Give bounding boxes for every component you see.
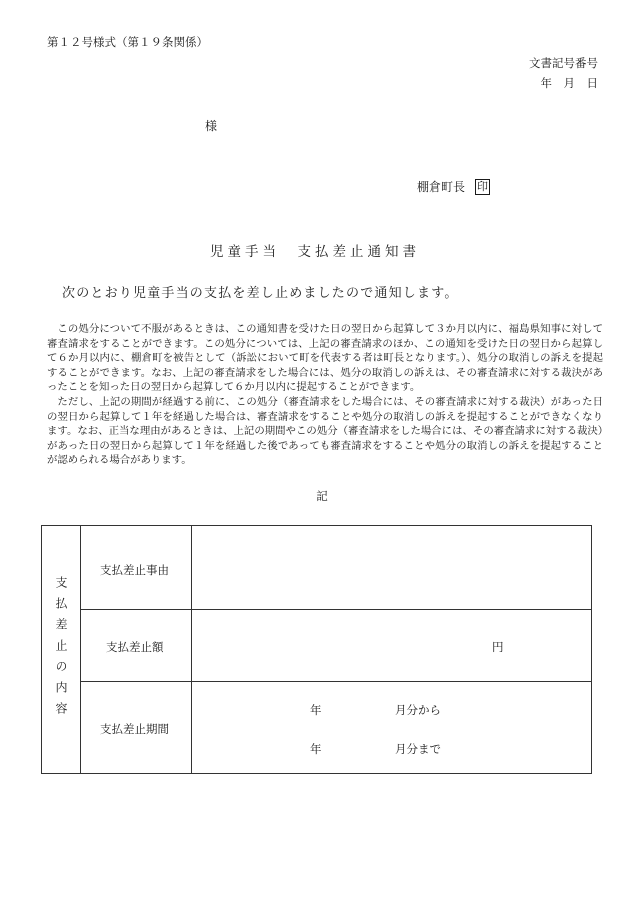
period-to-year: 年 [310,742,322,756]
period-from-year: 年 [310,703,322,717]
table-divider [80,526,81,773]
issuer [417,178,490,195]
suspension-details-table [41,525,592,774]
period-to-month: 月分まで [395,742,441,756]
table-divider [80,609,591,610]
reason-label: 支払差止事由 [100,563,169,577]
seal-mark: 印 [477,179,489,193]
document-title: 児童手当 支払差止通知書 [210,244,420,260]
form-number: 第１２号様式（第１９条関係） [47,35,208,49]
document-code: 文書記号番号 [529,56,598,70]
ki-heading: 記 [316,489,328,503]
document-date: 年 月 日 [540,76,598,90]
intro-sentence: 次のとおり児童手当の支払を差し止めましたので通知します。 [62,286,459,301]
table-divider [80,681,591,682]
table-side-label [42,526,80,773]
table-divider [191,526,192,773]
issuer-name: 棚倉町長 [417,180,466,194]
side-label-text: 支払差止の内容 [54,576,68,723]
notice-paragraph-2: ただし、上記の期間が経過する前に、この処分（審査請求をした場合には、その審査請求に対する裁決）があった日の翌日から起算して１年を経過した場合は、審査請求をすることや処分の取消しの訴えを提起することができなくなります。なお、正当な理由があるときは、上記の期間やこの処分（審査請求をした場合には、その審査請求に対する裁決）があった日の翌日から起算して１年を経過した後であっても審査請求をすることや処分の取消しの訴えを提起することが認められる場合があります。 [47,395,603,467]
period-from-month: 月分から [395,703,441,717]
amount-label: 支払差止額 [106,640,164,654]
amount-unit: 円 [492,640,504,654]
appeal-notice [47,322,603,468]
notice-paragraph-1: この処分について不服があるときは、この通知書を受けた日の翌日から起算して３か月以内に、福島県知事に対して審査請求をすることができます。この処分については、上記の審査請求のほか、この通知を受けた日の翌日から起算して６か月以内に、棚倉町を被告として（訴訟において町を代表する者は町長となります。）、処分の取消しの訴えを提起することができます。なお、上記の審査請求をした場合には、処分の取消しの訴えは、その審査請求に対する裁決があったことを知った日の翌日から起算して６か月以内に提起することができます。 [47,323,603,394]
period-label: 支払差止期間 [100,722,169,736]
addressee-honorific: 様 [205,119,218,133]
